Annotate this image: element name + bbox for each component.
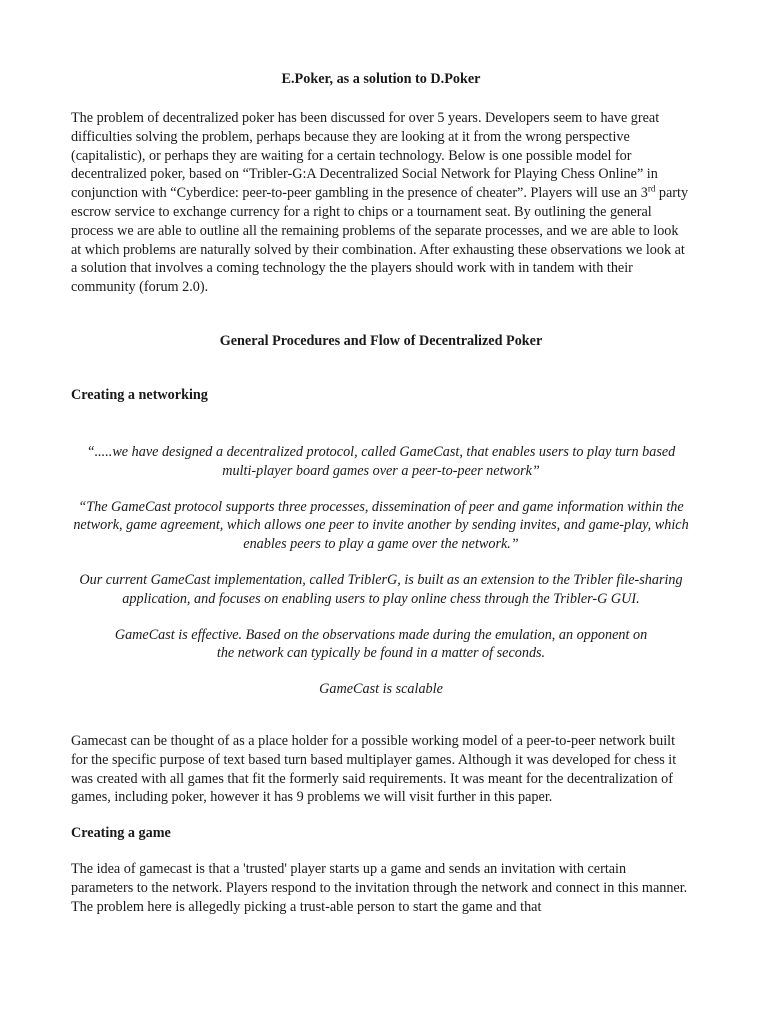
creating-game-heading: Creating a game bbox=[71, 825, 171, 842]
gamecast-paragraph: Gamecast can be thought of as a place holder for a possible working model of a peer-to-peer network built for the specific purpose of text based turn based multiplayer games. Although it was developed for chess it was created with all games that fit the formerly said requirements. It was meant for the decentralization of games, including poker, however it has 9 problems we will visit further in this paper. bbox=[71, 732, 677, 806]
document-title: E.Poker, as a solution to D.Poker bbox=[281, 71, 481, 87]
general-procedures-heading: General Procedures and Flow of Decentralized Poker bbox=[219, 332, 543, 349]
document-page bbox=[71, 70, 691, 917]
quote-gamecast-effective: GameCast is effective. Based on the observations made during the emulation, an opponent on the network can typically be found in a matter of seconds. bbox=[114, 626, 648, 662]
ordinal-superscript: rd bbox=[647, 183, 656, 194]
quote-gamecast-protocol-intro: “.....we have designed a decentralized protocol, called GameCast, that enables users to play turn based multi-player board games over a peer-to-peer network” bbox=[86, 443, 676, 479]
game-paragraph: The idea of gamecast is that a 'trusted' player starts up a game and sends an invitation with certain parameters to the network. Players respond to the invitation through the network and connect in this manner. The problem here is allegedly picking a trust-able person to start the game and that bbox=[71, 861, 688, 915]
quote-triblerg-implementation: Our current GameCast implementation, called TriblerG, is built as an extension to the Tribler file-sharing application, and focuses on enabling users to play online chess through the Tribler-G GUI. bbox=[79, 571, 683, 607]
quote-gamecast-processes: “The GameCast protocol supports three processes, dissemination of peer and game information within the network, game agreement, which allows one peer to invite another by sending invites, and game-play, which enables peers to play a game over the network.” bbox=[73, 498, 689, 553]
intro-paragraph bbox=[71, 109, 691, 297]
intro-text-part-2: party escrow service to exchange currency for a right to chips or a tournament seat. By outlining the general process we are able to outline all the remaining problems of the separate processes, and we are able to look at which problems are naturally solved by their combination. After exhausting these observations we look at a solution that involves a coming technology the the players should work with in tandem with their community (forum 2.0). bbox=[71, 185, 689, 296]
creating-networking-heading: Creating a networking bbox=[71, 386, 208, 403]
intro-text-part-1: The problem of decentralized poker has been discussed for over 5 years. Developers seem to have great difficulties solving the problem, perhaps because they are looking at it from the wrong perspective (capitalistic), or perhaps they are waiting for a certain technology. Below is one possible model for decentralized poker, based on “Tribler-G:A Decentralized Social Network for Playing Chess Online” in conjunction with “Cyberdice: peer-to-peer gambling in the presence of cheater”. Players will use an 3 bbox=[71, 110, 660, 202]
quote-gamecast-scalable: GameCast is scalable bbox=[319, 681, 443, 698]
